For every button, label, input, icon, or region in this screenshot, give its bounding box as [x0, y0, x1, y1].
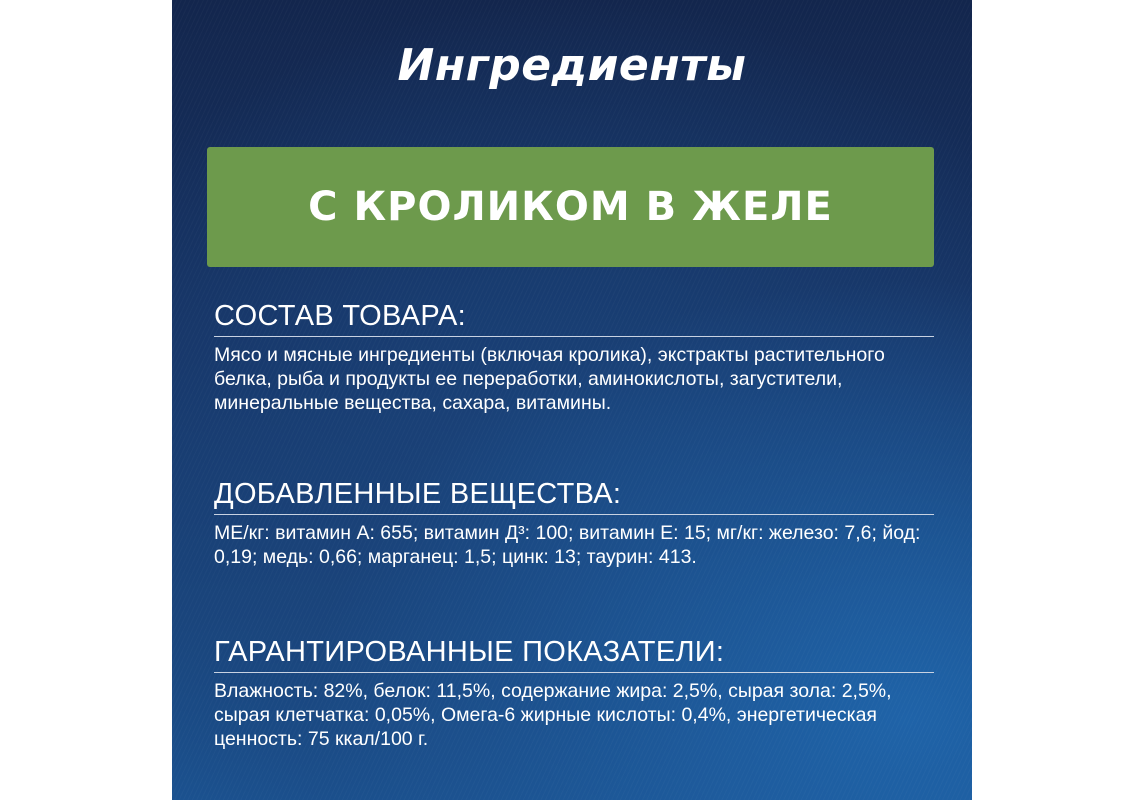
- guaranteed-values-section: [214, 634, 934, 751]
- composition-section: [214, 298, 934, 415]
- additives-text: МЕ/кг: витамин А: 655; витамин Д³: 100; витамин Е: 15; мг/кг: железо: 7,6; йод: 0,19; медь: 0,66; марганец: 1,5; цинк: 13; таурин: 413.: [214, 522, 921, 568]
- additives-heading: ДОБАВЛЕННЫЕ ВЕЩЕСТВА:: [214, 476, 934, 515]
- flavor-banner: [207, 147, 934, 267]
- composition-text: Мясо и мясные ингредиенты (включая кролика), экстракты растительного белка, рыба и продукты ее переработки, аминокислоты, загустители, минеральные вещества, сахара, витамины.: [214, 344, 885, 414]
- guaranteed-values-text: Влажность: 82%, белок: 11,5%, содержание жира: 2,5%, сырая зола: 2,5%, сырая клетчатка: 0,05%, Омега-6 жирные кислоты: 0,4%, энергетическая ценность: 75 ккал/100 г.: [214, 680, 892, 750]
- page-title: Ингредиенты: [397, 40, 747, 91]
- composition-heading: СОСТАВ ТОВАРА:: [214, 298, 934, 337]
- guaranteed-values-heading: ГАРАНТИРОВАННЫЕ ПОКАЗАТЕЛИ:: [214, 634, 934, 673]
- additives-section: [214, 476, 934, 569]
- flavor-banner-label: С КРОЛИКОМ В ЖЕЛЕ: [308, 184, 833, 230]
- ingredients-panel: [172, 0, 972, 800]
